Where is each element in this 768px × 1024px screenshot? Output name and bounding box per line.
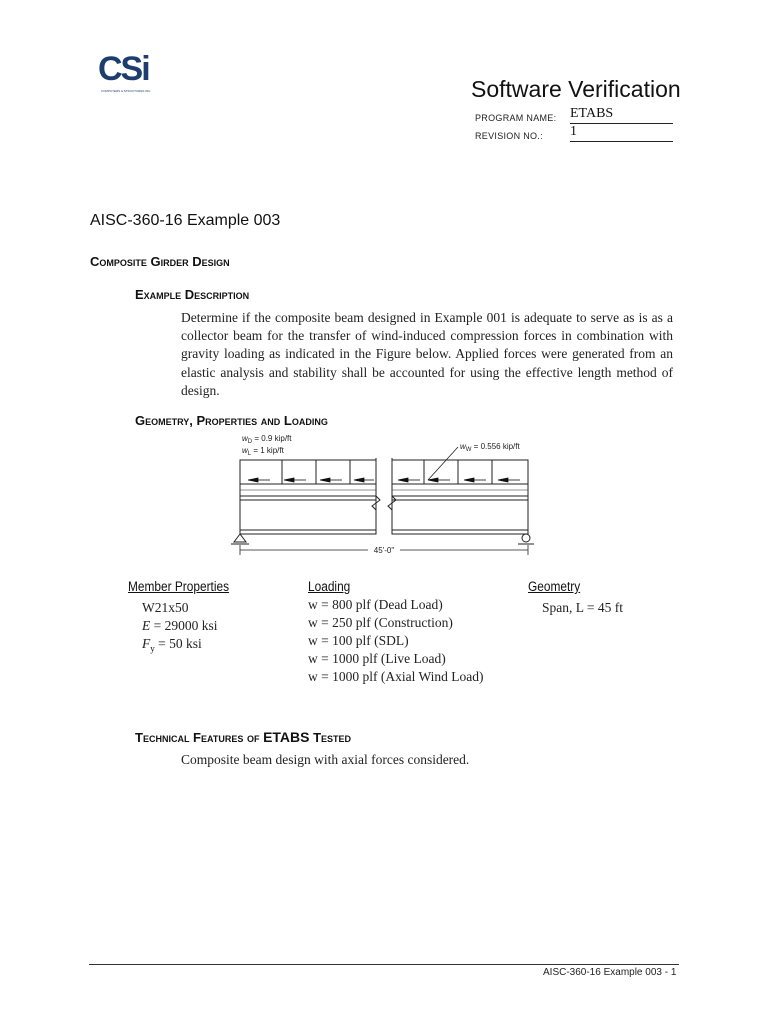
- wind-load-arrows: [248, 478, 520, 482]
- beam-figure: [228, 428, 548, 558]
- pin-support: [231, 534, 249, 544]
- wind-load-label: $w_W = 0.556$ kip/ft: [460, 442, 520, 453]
- program-name-label: PROGRAM NAME:: [475, 113, 557, 123]
- technical-features-heading: Technical Features of ETABS Tested: [135, 729, 352, 745]
- geometry-column-heading: Geometry: [528, 579, 581, 594]
- composite-beam: [240, 484, 528, 534]
- modulus-property: E = 29000 ksi: [142, 618, 218, 633]
- member-properties-heading: Member Properties: [128, 579, 230, 594]
- yield-strength-property: $F_y = 50$ ksi: [142, 636, 202, 654]
- footer-page-label: AISC-360-16 Example 003 - 1: [543, 967, 677, 978]
- geometry-heading: Geometry, Properties and Loading: [135, 413, 328, 428]
- roller-support: [518, 534, 534, 544]
- revision-value: 1: [570, 125, 673, 142]
- loading-item: w = 100 plf (SDL): [308, 633, 409, 648]
- loading-item: w = 1000 plf (Live Load): [308, 651, 446, 666]
- live-load-label: $w_L = 1$ kip/ft: [242, 446, 284, 457]
- section-title: Composite Girder Design: [90, 254, 230, 269]
- loading-heading: Loading: [308, 579, 351, 594]
- loading-item: w = 1000 plf (Axial Wind Load): [308, 669, 484, 684]
- program-name-value: ETABS: [570, 107, 673, 124]
- example-title: AISC-360-16 Example 003: [90, 212, 281, 229]
- document-header-title: Software Verification: [471, 76, 681, 102]
- member-section: W21x50: [142, 600, 189, 615]
- description-text: Determine if the composite beam designed in Example 001 is adequate to serve as is as a collector beam for the transfer of wind-induced compression forces in combination with gravity loading as indicated in the Figure below. Applied forces were generated from an elastic analysis and stability shall be accounted for using the effective length method of design.: [181, 310, 673, 398]
- company-logo: CSi: [98, 50, 149, 88]
- dead-load-label: $w_D = 0.9$ kip/ft: [242, 434, 292, 445]
- description-heading: Example Description: [135, 287, 250, 302]
- company-logo-subtext: COMPUTERS & STRUCTURES INC.: [101, 89, 152, 93]
- wind-load-leader: [428, 447, 458, 480]
- footer-rule: [89, 964, 679, 965]
- span-value: Span, L = 45 ft: [542, 600, 623, 615]
- revision-label: REVISION NO.:: [475, 131, 543, 141]
- loading-item: w = 800 plf (Dead Load): [308, 597, 443, 612]
- technical-features-text: Composite beam design with axial forces considered.: [181, 752, 470, 767]
- span-dimension-label: 45'-0": [373, 546, 395, 555]
- loading-item: w = 250 plf (Construction): [308, 615, 453, 630]
- break-line: [372, 458, 396, 534]
